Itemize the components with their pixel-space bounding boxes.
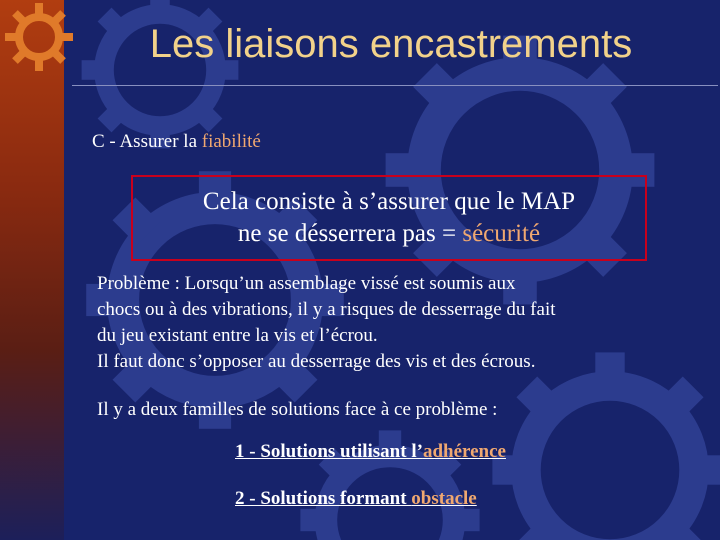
families-intro: Il y a deux familles de solutions face à ce problème : xyxy=(97,399,498,420)
slide-title: Les liaisons encastrements xyxy=(149,22,633,66)
solution-1-prefix: 1 - Solutions utilisant l’ xyxy=(235,441,423,462)
problem-line: Il faut donc s’opposer au desserrage des vis et des écrous. xyxy=(97,351,536,372)
highlight-line-2-accent: sécurité xyxy=(462,220,541,247)
solution-2-accent: obstacle xyxy=(411,488,477,509)
highlight-line-2-prefix: ne se désserrera pas = xyxy=(237,220,463,247)
problem-line: Problème : Lorsqu’un assemblage vissé est soumis aux xyxy=(97,273,516,294)
problem-line: du jeu existant entre la vis et l’écrou. xyxy=(97,325,378,346)
left-decorative-strip xyxy=(0,0,64,540)
solution-2 xyxy=(235,486,477,512)
highlight-line-1: Cela consiste à s’assurer que le MAP xyxy=(202,188,576,215)
gear-logo-icon xyxy=(2,0,76,74)
title-divider xyxy=(72,85,718,86)
subtitle-prefix: C - Assurer la xyxy=(92,131,202,152)
highlight-line-2 xyxy=(133,218,645,250)
solution-2-prefix: 2 - Solutions formant xyxy=(235,488,412,509)
problem-line: chocs ou à des vibrations, il y a risques de desserrage du fait xyxy=(97,299,556,320)
problem-paragraph xyxy=(97,271,697,375)
subtitle-accent: fiabilité xyxy=(201,131,261,152)
solution-1 xyxy=(235,439,506,465)
highlight-box xyxy=(131,175,647,261)
section-subtitle xyxy=(92,130,261,154)
solution-1-accent: adhérence xyxy=(422,441,506,462)
